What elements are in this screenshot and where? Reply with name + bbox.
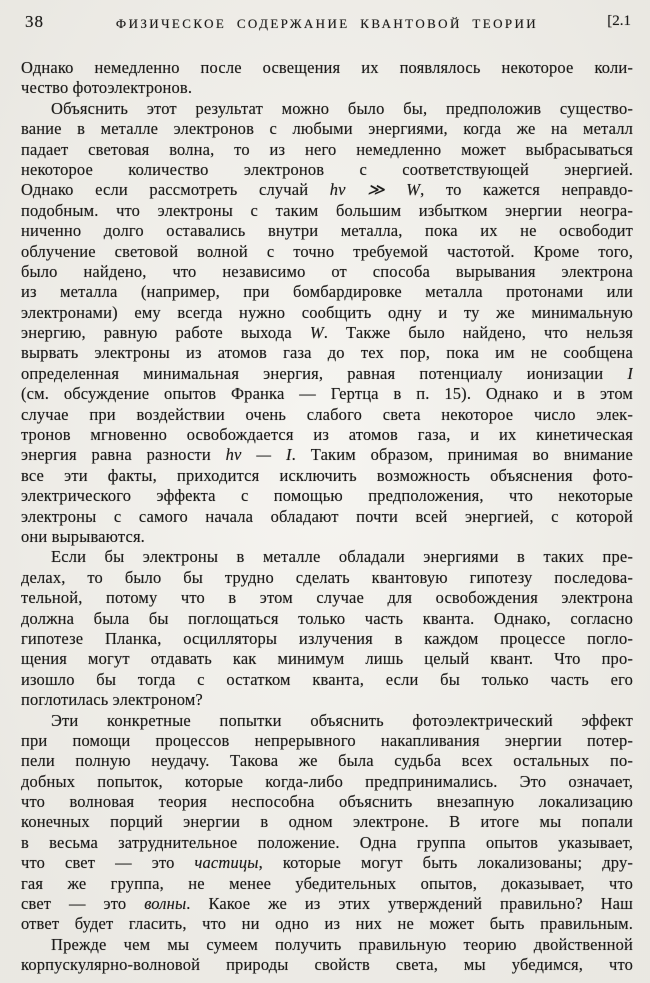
italic-run: hν — I [225, 445, 292, 465]
text-run: в весьма затруднительное положение. Одна группа опытов указывает, [21, 832, 633, 852]
text-line [21, 466, 633, 486]
section-reference: [2.1 [607, 13, 631, 29]
text-line [21, 507, 633, 527]
text-run: все эти факты, приходится исключить возможность объяснения фото- [21, 465, 633, 485]
text-line [21, 670, 633, 690]
text-run: из металла (например, при бомбардировке металла протонами или [21, 282, 633, 302]
text-line [21, 812, 633, 832]
italic-run: частицы [194, 853, 259, 873]
text-line [21, 629, 633, 649]
text-line [21, 99, 633, 119]
text-run: электрического эффекта с помощью предположения, что некоторые [21, 486, 633, 506]
text-line [21, 649, 633, 669]
text-run: . Какое же из этих утверждений правильно? Наш [186, 894, 633, 914]
text-run: Однако если рассмотреть случай [21, 180, 330, 200]
text-line [21, 935, 633, 955]
text-run: определенная минимальная энергия, равная потенциалу ионизации [21, 363, 628, 383]
text-line [21, 547, 633, 567]
text-run: энергия равна разности [21, 445, 226, 465]
text-run: конечных порций энергии в одном электроне. В итоге мы попали [21, 812, 633, 832]
text-run: гая же группа, не менее убедительных опытов, доказывает, что [21, 873, 633, 893]
text-run: Если бы электроны в металле обладали энергиями в таких пре- [51, 547, 633, 567]
text-run: они вырываются. [21, 526, 145, 546]
text-line [21, 568, 633, 588]
text-line [21, 894, 633, 914]
text-line [21, 486, 633, 506]
text-line [21, 323, 633, 343]
text-run: что свет — это [21, 853, 195, 873]
italic-run: I [627, 363, 633, 383]
text-line [21, 160, 633, 180]
text-run: . Таким образом, принимая во внимание [291, 445, 633, 465]
text-line [21, 792, 633, 812]
text-run: , которые могут быть локализованы; дру- [258, 853, 633, 873]
text-run: добных попыток, которые когда-либо предпринимались. Это означает, [21, 771, 633, 791]
text-run: энергию, равную работе выхода [21, 323, 310, 343]
running-title: ФИЗИЧЕСКОЕ СОДЕРЖАНИЕ КВАНТОВОЙ ТЕОРИИ [115, 16, 539, 31]
italic-run: волны [144, 894, 187, 914]
text-run: было найдено, что независимо от способа вырывания электрона [21, 261, 633, 281]
text-line [21, 180, 633, 200]
text-run: некоторое количество электронов с соответствующей энергией. [21, 159, 633, 179]
text-line [21, 242, 633, 262]
text-line [21, 405, 633, 425]
text-run: должна была бы поглощаться только часть кванта. Однако, согласно [21, 608, 633, 628]
text-run: ответ будет гласить, что ни одно из них не может быть правильным. [21, 914, 633, 934]
text-line [21, 262, 633, 282]
text-run: тельной, потому что в этом случае для освобождения электрона [21, 588, 633, 608]
text-line [21, 955, 633, 975]
text-line [21, 609, 633, 629]
text-line [21, 58, 633, 78]
text-line [21, 282, 633, 302]
text-line [21, 364, 633, 384]
text-run: Однако немедленно после освещения их появлялось некоторое коли- [21, 58, 633, 77]
text-run: вырвать электроны из атомов газа до тех пор, пока им не сообщена [21, 343, 633, 363]
text-line [21, 140, 633, 160]
text-run: щения могут отдавать как минимум лишь целый квант. Что про- [21, 649, 633, 669]
text-line [21, 833, 633, 853]
text-line [21, 690, 633, 710]
text-run: что волновая теория неспособна объяснить внезапную локализацию [21, 792, 633, 812]
page-header [21, 13, 633, 37]
text-run: Объяснить этот результат можно было бы, предположив существо- [51, 98, 633, 118]
page-body [21, 58, 633, 976]
text-line [21, 201, 633, 221]
text-run: пели полную неудачу. Такова же была судьба всех остальных по- [21, 751, 633, 771]
text-line [21, 853, 633, 873]
text-run: свет — это [21, 894, 145, 914]
text-line [21, 425, 633, 445]
text-run: облучение световой волной с точно требуемой частотой. Кроме того, [21, 241, 633, 261]
text-run: поглотилась электроном? [21, 690, 203, 710]
text-run: тронов мгновенно освобождается из атомов газа, и их кинетическая [21, 425, 633, 445]
text-line [21, 731, 633, 751]
text-run: , то кажется неправдо- [420, 180, 633, 200]
text-run: чество фотоэлектронов. [21, 78, 193, 98]
text-line [21, 384, 633, 404]
text-line [21, 221, 633, 241]
text-line [21, 343, 633, 363]
text-run: изошло бы тогда с остатком кванта, если бы только часть его [21, 669, 633, 689]
text-line [21, 445, 633, 465]
page-number: 38 [25, 12, 44, 31]
text-run: делах, то было бы трудно сделать квантовую гипотезу последова- [21, 567, 633, 587]
text-run: ниченно долго оставались внутри металла, пока их не освободит [21, 221, 633, 241]
text-line [21, 527, 633, 547]
text-run: случае при воздействии очень слабого света некоторое число элек- [21, 404, 633, 424]
text-run: Эти конкретные попытки объяснить фотоэлектрический эффект [51, 710, 633, 730]
text-run: падает световая волна, то из него немедленно может выбрасываться [21, 139, 633, 159]
text-line [21, 874, 633, 894]
text-line [21, 303, 633, 323]
text-line [21, 78, 633, 98]
text-run: гипотезе Планка, осцилляторы излучения в каждом процессе погло- [21, 628, 633, 648]
text-line [21, 119, 633, 139]
text-run: подобным. что электроны с таким большим избытком энергии неогра- [21, 200, 633, 220]
text-run: электроны с самого начала обладают почти всей энергией, с которой [21, 506, 633, 526]
text-line [21, 914, 633, 934]
italic-run: hν ≫ W [329, 180, 421, 200]
text-run: корпускулярно-волновой природы свойств света, мы убедимся, что [21, 955, 633, 975]
text-run: при помощи процессов непрерывного накапливания энергии потер- [21, 730, 633, 750]
text-run: (см. обсуждение опытов Франка — Гертца в п. 15). Однако и в этом [21, 384, 633, 404]
text-run: Прежде чем мы сумеем получить правильную теорию двойственной [51, 934, 633, 954]
text-line [21, 711, 633, 731]
text-run: вание в металле электронов с любыми энергиями, когда же на металл [21, 119, 633, 139]
text-line [21, 772, 633, 792]
text-line [21, 751, 633, 771]
text-run: электронами) ему всегда нужно сообщить одну и ту же минимальную [21, 302, 633, 322]
text-line [21, 588, 633, 608]
italic-run: W [309, 323, 324, 343]
text-run: . Также было найдено, что нельзя [323, 323, 633, 343]
